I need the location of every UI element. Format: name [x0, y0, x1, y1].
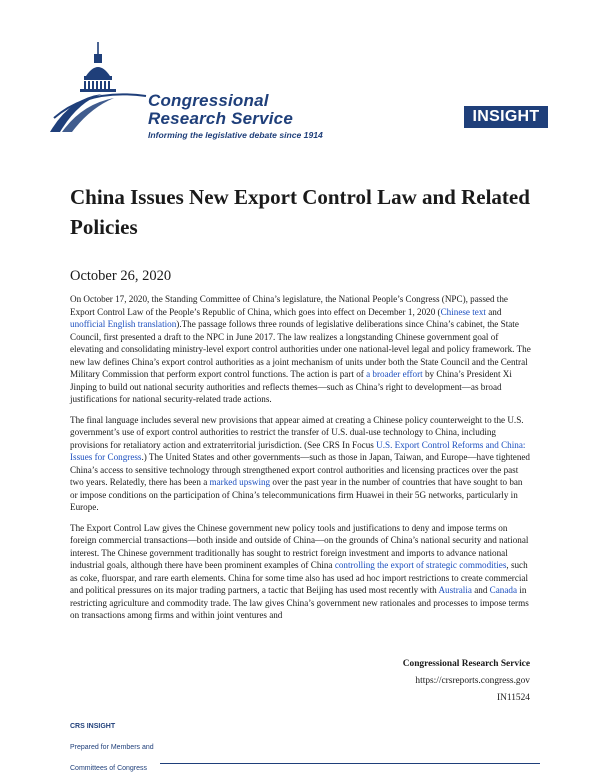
paragraph-text: and [485, 306, 502, 317]
paragraph-2 [70, 414, 532, 514]
australia-link[interactable]: Australia [438, 585, 472, 595]
org-name-line2: Research Service [148, 109, 293, 128]
paragraph-text: On October 17, 2020, the Standing Committee of China’s legislature, the National People’s Congress (NPC), passed the Export Control Law of the People’s Republic of China, which goes into effect on December 1, 2020 ( [70, 294, 508, 317]
broader-effort-link[interactable]: a broader effort [366, 369, 423, 379]
footer-series [70, 716, 154, 779]
report-header [0, 0, 600, 150]
series-label: CRS INSIGHT [70, 723, 116, 730]
footer-rule [160, 763, 540, 764]
paragraph-1 [70, 293, 532, 406]
paragraph-text: by China’s President Xi Jinping to build out national security authorities and reflects themes—such as China’s right to development—as broad justifications for national security-related trade actions. [70, 369, 512, 404]
publication-date: October 26, 2020 [70, 268, 172, 284]
paragraph-text: in restricting agriculture and commodity trade. The law gives China’s government new rationales and processes to impose terms on transactions among firms and within joint ventures and [70, 585, 529, 620]
paragraph-3 [70, 522, 532, 622]
canada-link[interactable]: Canada [489, 585, 518, 595]
crs-focus-link[interactable]: U.S. Export Control Reforms and China: Issues for Congress [70, 439, 526, 462]
paragraph-text: The final language includes several new provisions that appear aimed at creating a Chinese policy counterweight to the U.S. government’s use of export control authorities to restrict the transfer of U.S. dual-use technology to China, including provisions for retaliatory action and extraterritorial jurisdiction. (See CRS In Focus [70, 414, 524, 450]
prepared-for-line2: Committees of Congress [70, 765, 148, 772]
strategic-commodities-link[interactable]: controlling the export of strategic commodities [334, 560, 507, 570]
page-title: China Issues New Export Control Law and Related Policies [70, 185, 530, 239]
chinese-text-link[interactable]: Chinese text [440, 306, 486, 317]
paragraph-text: .) The United States and other governments—such as those in Japan, Taiwan, and Europe—have tightened China’s access to sensitive technology through strengthened export control authorities and licensing practices over the past two years. Relatedly, there has been a [70, 452, 530, 487]
footer-org: Congressional Research Service [402, 659, 530, 669]
capitol-dome-icon [48, 40, 148, 136]
paragraph-text: ).The passage follows three rounds of legislative deliberations since China’s cabinet, the State Council, first presented a draft to the NPC in June 2017. The law realizes a longstanding Chinese government goal of elevating and consolidating ministry-level export control authorities under one national-level legal and policy framework. The new law defines China’s export control authorities as a joint mechanism of units under both the State Council and the Central Military Commission that perform export control functions. The action is part of [70, 319, 531, 379]
footer-info [403, 656, 530, 707]
org-tagline: Informing the legislative debate since 1914 [148, 130, 323, 140]
prepared-for-line1: Prepared for Members and [70, 744, 154, 751]
org-name [148, 92, 293, 128]
marked-upswing-link[interactable]: marked upswing [209, 477, 271, 487]
insight-badge: INSIGHT [464, 106, 548, 128]
paragraph-text: over the past year in the number of countries that have sought to ban or impose conditions on the participation of China’s telecommunications firm Huawei in their 5G networks, particularly in Europe. [70, 477, 523, 512]
org-name-line1: Congressional [148, 91, 269, 110]
report-body [70, 293, 532, 630]
paragraph-text: The Export Control Law gives the Chinese government new policy tools and justifications to deny and impose terms on foreign commercial transactions—both inside and outside of China—on the grounds of China’s national security and national interest. The Chinese government traditionally has sought to restrict foreign investment and imports to advance national industrial goals, although there have been prominent examples of China [70, 522, 529, 570]
english-translation-link[interactable]: unofficial English translation [70, 319, 177, 329]
paragraph-text: , such as coke, fluorspar, and rare earth elements. China for some time also has used ad hoc import restrictions to create commercial and political pressures on its major trading partners, a tactic that Beijing has used most recently with [70, 560, 529, 595]
product-id: IN11524 [497, 693, 530, 703]
paragraph-text: and [471, 585, 490, 595]
footer-url[interactable]: https://crsreports.congress.gov [415, 676, 530, 686]
